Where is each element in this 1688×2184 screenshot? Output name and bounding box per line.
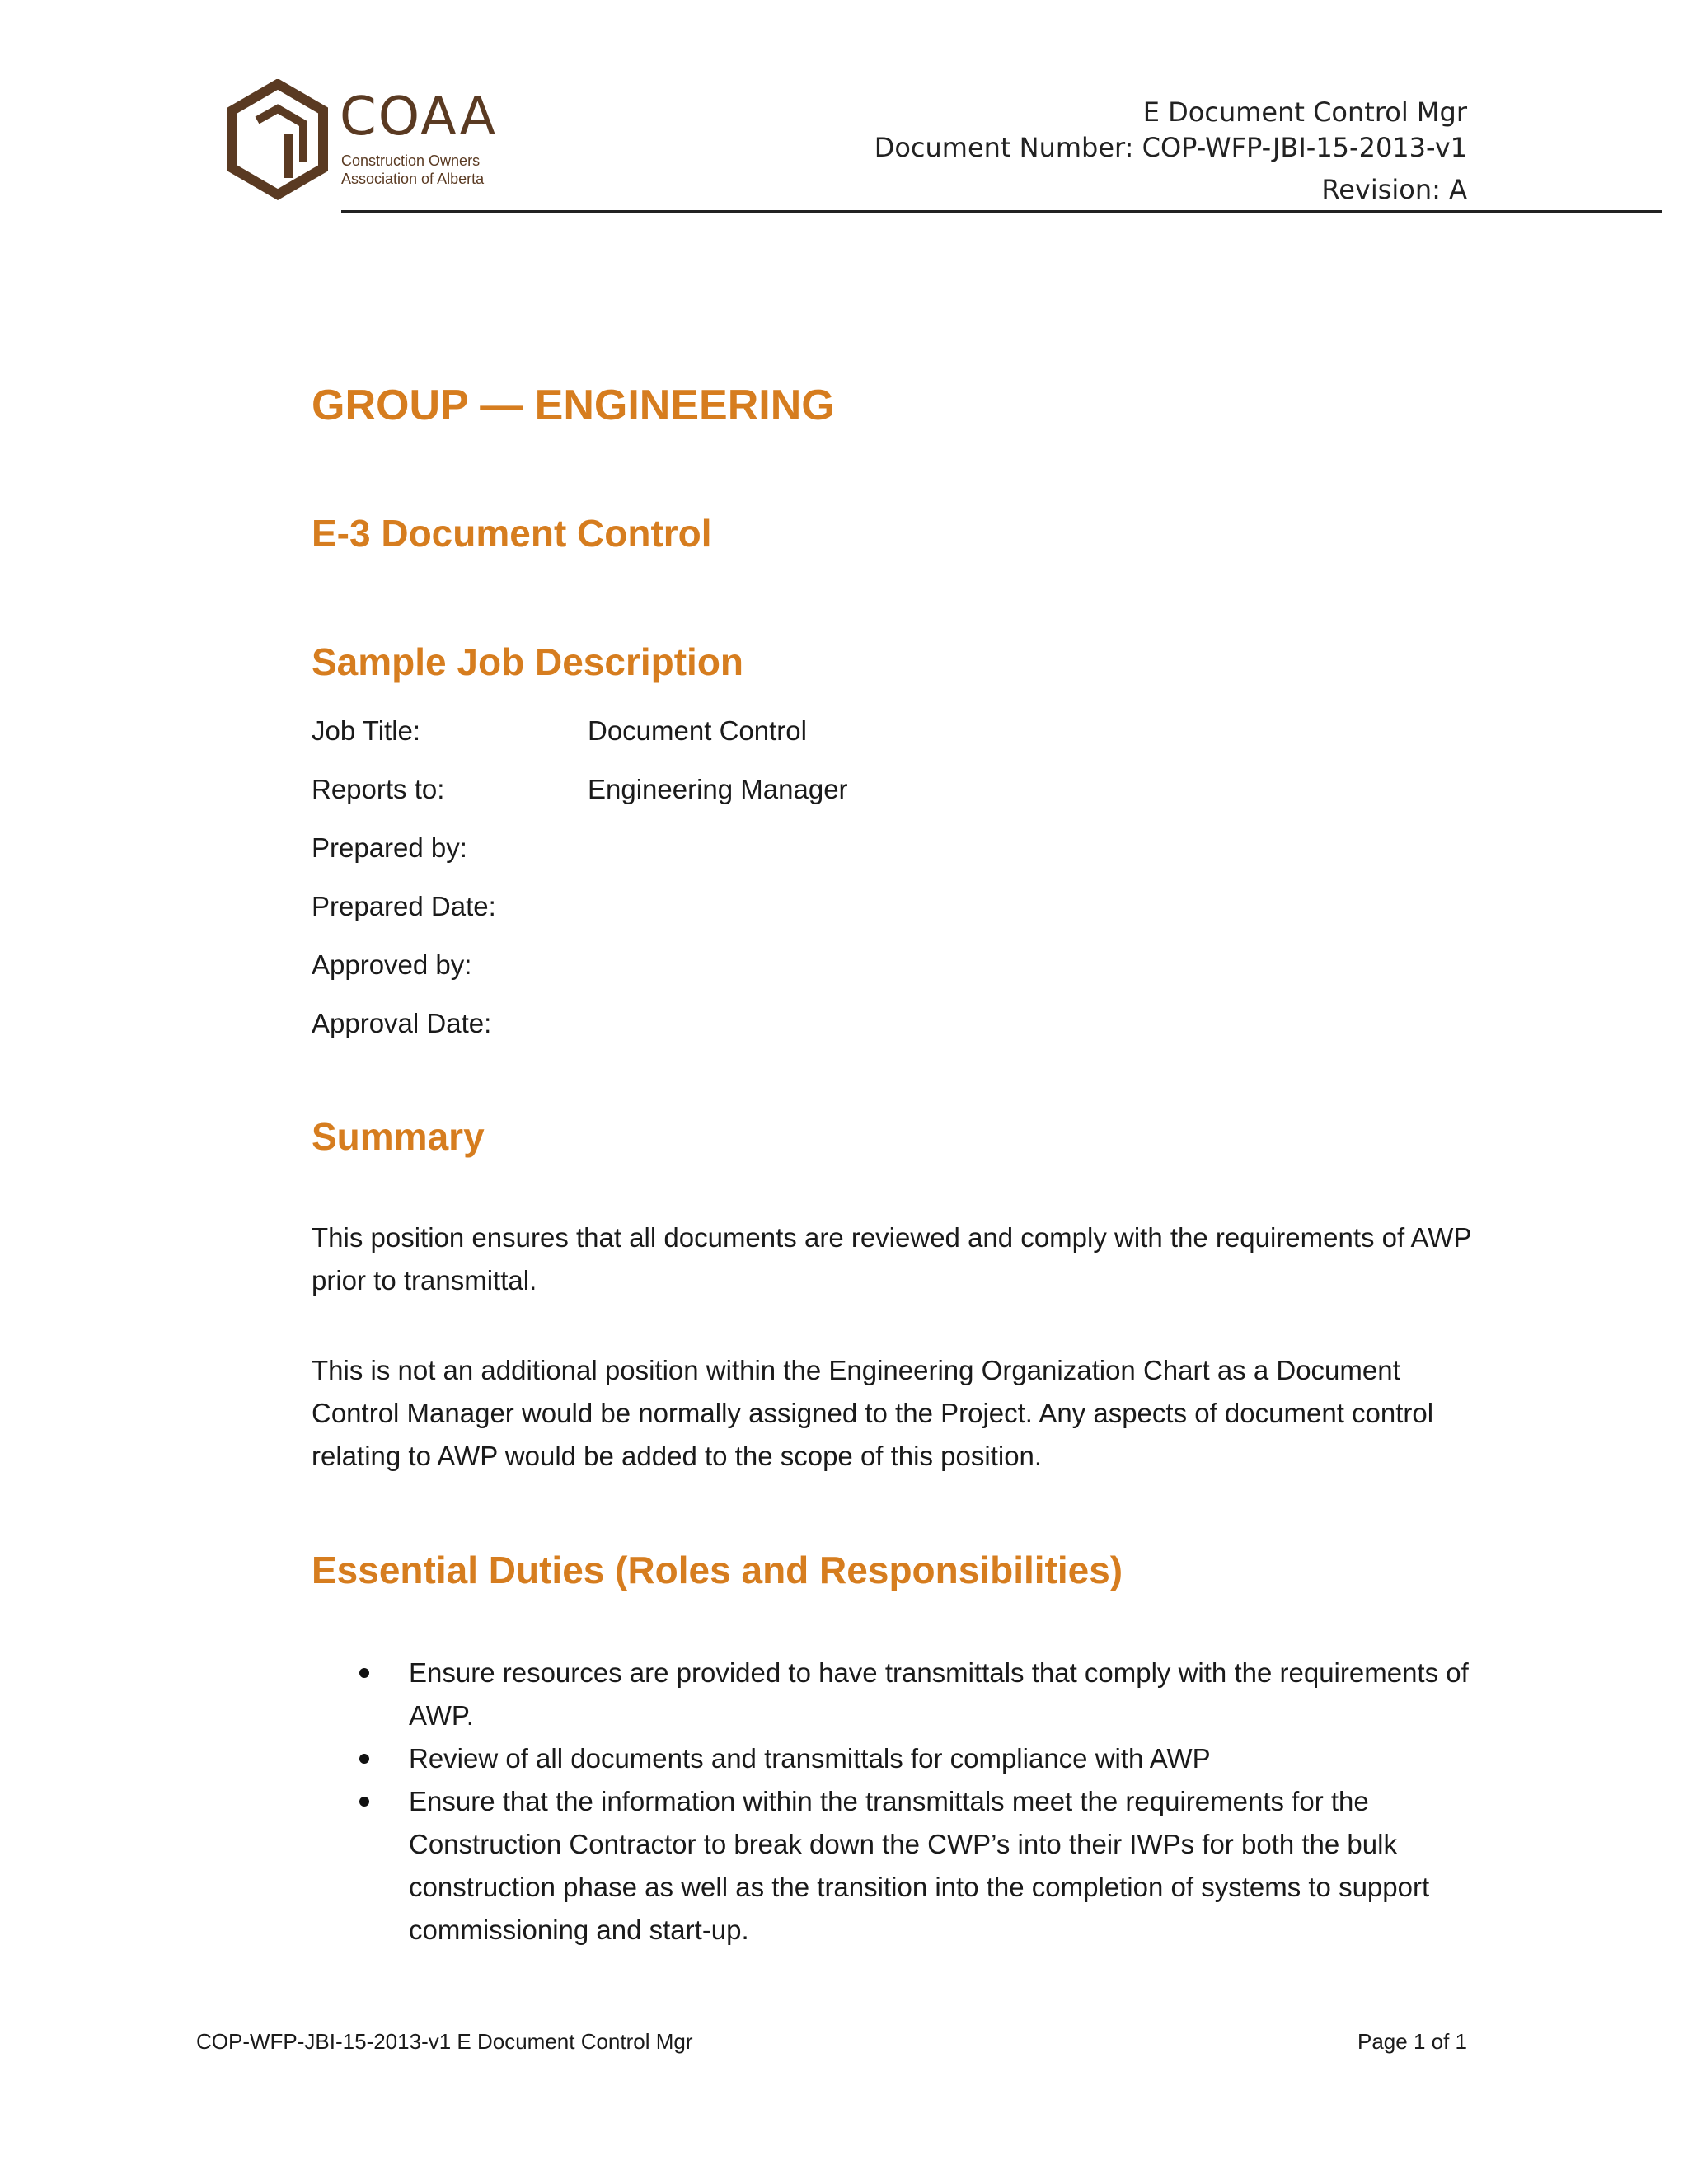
field-label: Prepared by: xyxy=(312,832,467,863)
footer-doc-id: COP-WFP-JBI-15-2013-v1 E Document Control Mgr xyxy=(196,2029,693,2054)
bullet-icon xyxy=(359,1754,369,1764)
field-prepared-date xyxy=(312,891,588,922)
field-label: Approved by: xyxy=(312,949,472,980)
field-label: Reports to: xyxy=(312,774,445,804)
field-label: Approval Date: xyxy=(312,1008,492,1038)
field-label: Job Title: xyxy=(312,715,421,746)
list-item-text: Ensure that the information within the transmittals meet the requirements for the Construction Contractor to break down the CWP’s into their IWPs for both the bulk construction phase as well as the transition into the completion of systems to support commissioning and start-up. xyxy=(409,1786,1430,1945)
header-title: E Document Control Mgr xyxy=(1142,96,1467,128)
list-item-text: Review of all documents and transmittals for compliance with AWP xyxy=(409,1743,1211,1774)
list-item xyxy=(312,1652,1482,1737)
logo-subtitle xyxy=(341,152,514,188)
group-heading: GROUP — ENGINEERING xyxy=(312,382,835,429)
field-value: Engineering Manager xyxy=(588,774,848,804)
summary-paragraph-1: This position ensures that all documents are reviewed and comply with the requirements of AWP prior to transmittal. xyxy=(312,1222,1471,1296)
field-prepared-by xyxy=(312,832,588,864)
doc-number-label: Document Number: xyxy=(874,132,1134,163)
footer-page-number: Page 1 of 1 xyxy=(1357,2029,1467,2054)
logo-subtitle-line1: Construction Owners xyxy=(341,152,481,169)
field-reports-to xyxy=(312,774,848,805)
duties-heading: Essential Duties (Roles and Responsibilities) xyxy=(312,1549,1123,1591)
field-job-title xyxy=(312,715,807,747)
header-doc-number xyxy=(874,134,1467,161)
doc-number-value: COP-WFP-JBI-15-2013-v1 xyxy=(1142,132,1467,163)
document-heading: E-3 Document Control xyxy=(312,512,712,555)
header-revision: Revision: A xyxy=(1321,174,1467,205)
logo-name: COAA xyxy=(340,87,498,148)
field-label: Prepared Date: xyxy=(312,891,496,921)
field-approval-date xyxy=(312,1008,588,1039)
field-value: Document Control xyxy=(588,715,807,746)
coaa-logo xyxy=(224,79,504,203)
logo-subtitle-line2: Association of Alberta xyxy=(341,171,485,187)
summary-paragraph-2: This is not an additional position within the Engineering Organization Chart as a Document Control Manager would be normally assigned to the Project. Any aspects of document control relating to AWP would be added to the scope of this position. xyxy=(312,1355,1434,1471)
field-approved-by xyxy=(312,949,588,981)
sample-job-heading: Sample Job Description xyxy=(312,640,744,683)
header-divider xyxy=(341,210,1662,213)
bullet-icon xyxy=(359,1668,369,1678)
summary-heading: Summary xyxy=(312,1115,485,1158)
duties-list xyxy=(312,1652,1482,1952)
bullet-icon xyxy=(359,1797,369,1807)
list-item xyxy=(312,1780,1482,1952)
hexagon-logo-icon xyxy=(224,79,331,203)
list-item-text: Ensure resources are provided to have transmittals that comply with the requirements of AWP. xyxy=(409,1657,1469,1731)
list-item xyxy=(312,1737,1482,1780)
